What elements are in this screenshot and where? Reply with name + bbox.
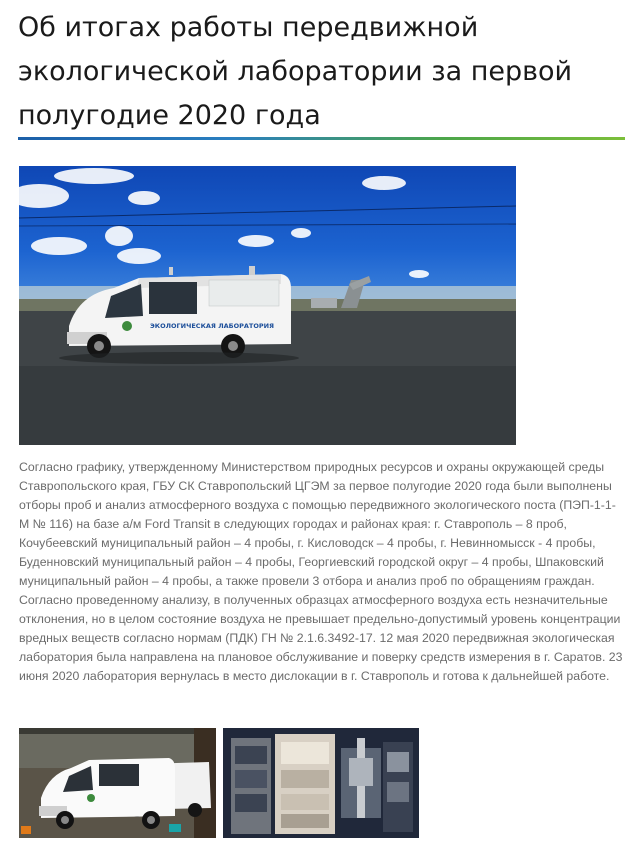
main-photo bbox=[19, 166, 516, 445]
van-label-text: ЭКОЛОГИЧЕСКАЯ ЛАБОРАТОРИЯ bbox=[150, 322, 275, 330]
thumbnail-vans[interactable] bbox=[19, 728, 216, 838]
article-title: Об итогах работы передвижной экологической лаборатории за первой полугодие 2020 года bbox=[18, 12, 573, 131]
title-divider bbox=[18, 137, 625, 140]
article-body: Согласно графику, утвержденному Министерством природных ресурсов и охраны окружающей среды Ставропольского края, ГБУ СК Ставропольский ЦГЭМ за первое полугодие 2020 года были выполнены отборы проб и анализ атмосферного воздуха с помощью передвижного экологического поста (ПЭП-1-1-М № 116) на базе а/м Ford Transit в следующих городах и районах края: г. Ставрополь – 8 проб, Кочубеевский муниципальный район – 4 пробы, г. Кисловодск – 4 пробы, г. Невинномысск - 4 пробы, Буденновский муниципальный район – 4 пробы, Георгиевский городской округ – 4 пробы, Шпаковский муниципальный район – 4 пробы, а также провели 3 отбора и анализ проб по обращениям граждан. Согласно проведенному анализу, в полученных образцах атмосферного воздуха есть незначительные отклонения, но в целом состояние воздуха не превышает предельно-допустимый уровень концентрации вредных веществ согласно нормам (ПДК) ГН № 2.1.6.3492-17. 12 мая 2020 передвижная экологическая лаборатория была направлена на плановое обслуживание и поверку средств измерения в г. Саратов. 23 июня 2020 лаборатория вернулась в место дислокации в г. Ставрополь и готова к дальнейшей работе. bbox=[19, 460, 623, 683]
thumbnail-lab-interior[interactable] bbox=[223, 728, 419, 838]
